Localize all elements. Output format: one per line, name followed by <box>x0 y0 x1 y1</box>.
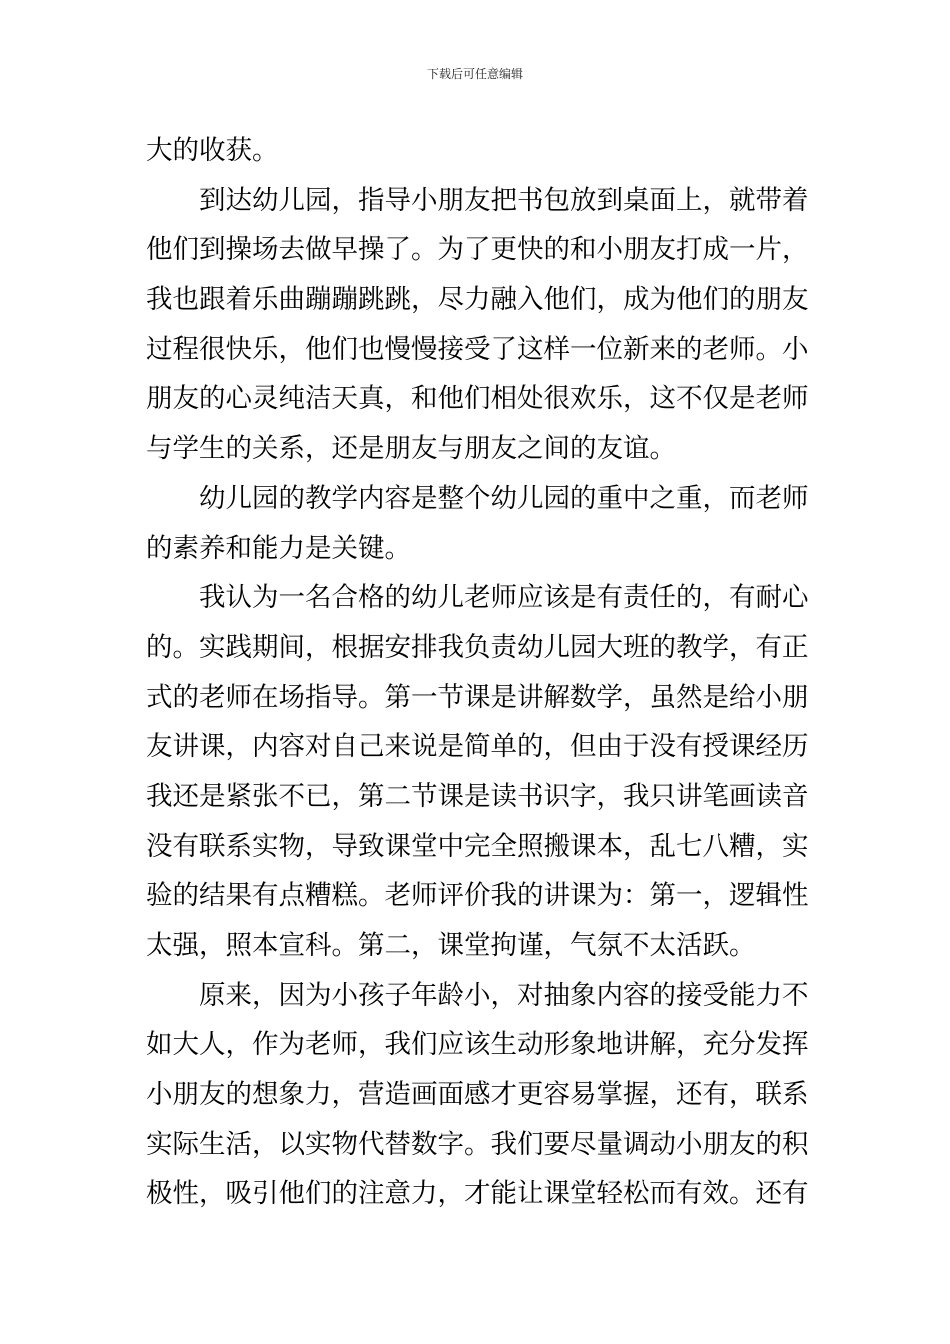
text-line: 如大人，作为老师，我们应该生动形象地讲解，充分发挥 <box>146 1029 809 1061</box>
text-line: 友讲课，内容对自己来说是简单的，但由于没有授课经历 <box>146 731 809 763</box>
text-line: 我认为一名合格的幼儿老师应该是有责任的，有耐心 <box>199 582 809 614</box>
text-line: 实际生活，以实物代替数字。我们要尽量调动小朋友的积 <box>146 1128 809 1160</box>
text-line: 他们到操场去做早操了。为了更快的和小朋友打成一片， <box>146 234 809 266</box>
text-line: 验的结果有点糟糕。老师评价我的讲课为：第一，逻辑性 <box>146 880 809 912</box>
text-line: 的。实践期间，根据安排我负责幼儿园大班的教学，有正 <box>146 631 809 663</box>
text-line: 过程很快乐，他们也慢慢接受了这样一位新来的老师。小 <box>146 333 809 365</box>
text-line: 的素养和能力是关键。 <box>146 532 411 564</box>
text-line: 大的收获。 <box>146 135 279 166</box>
text-line: 太强，照本宣科。第二，课堂拘谨，气氛不太活跃。 <box>146 930 756 961</box>
text-line: 极性，吸引他们的注意力，才能让课堂轻松而有效。还有 <box>146 1178 809 1210</box>
page-header-note: 下载后可任意编辑 <box>426 67 523 81</box>
text-line: 幼儿园的教学内容是整个幼儿园的重中之重，而老师 <box>199 482 809 514</box>
text-line: 与学生的关系，还是朋友与朋友之间的友谊。 <box>146 433 676 465</box>
text-line: 原来，因为小孩子年龄小，对抽象内容的接受能力不 <box>199 979 809 1011</box>
text-line: 到达幼儿园，指导小朋友把书包放到桌面上，就带着 <box>199 184 809 216</box>
text-line: 我也跟着乐曲蹦蹦跳跳，尽力融入他们，成为他们的朋友 <box>146 284 809 316</box>
text-line: 没有联系实物，导致课堂中完全照搬课本，乱七八糟，实 <box>146 830 809 862</box>
text-line: 小朋友的想象力，营造画面感才更容易掌握，还有，联系 <box>146 1079 809 1111</box>
text-line: 我还是紧张不已，第二节课是读书识字，我只讲笔画读音 <box>146 780 809 812</box>
text-line: 朋友的心灵纯洁天真，和他们相处很欢乐，这不仅是老师 <box>146 383 809 415</box>
document-body <box>146 126 808 1219</box>
text-line: 式的老师在场指导。第一节课是讲解数学，虽然是给小朋 <box>146 681 809 713</box>
